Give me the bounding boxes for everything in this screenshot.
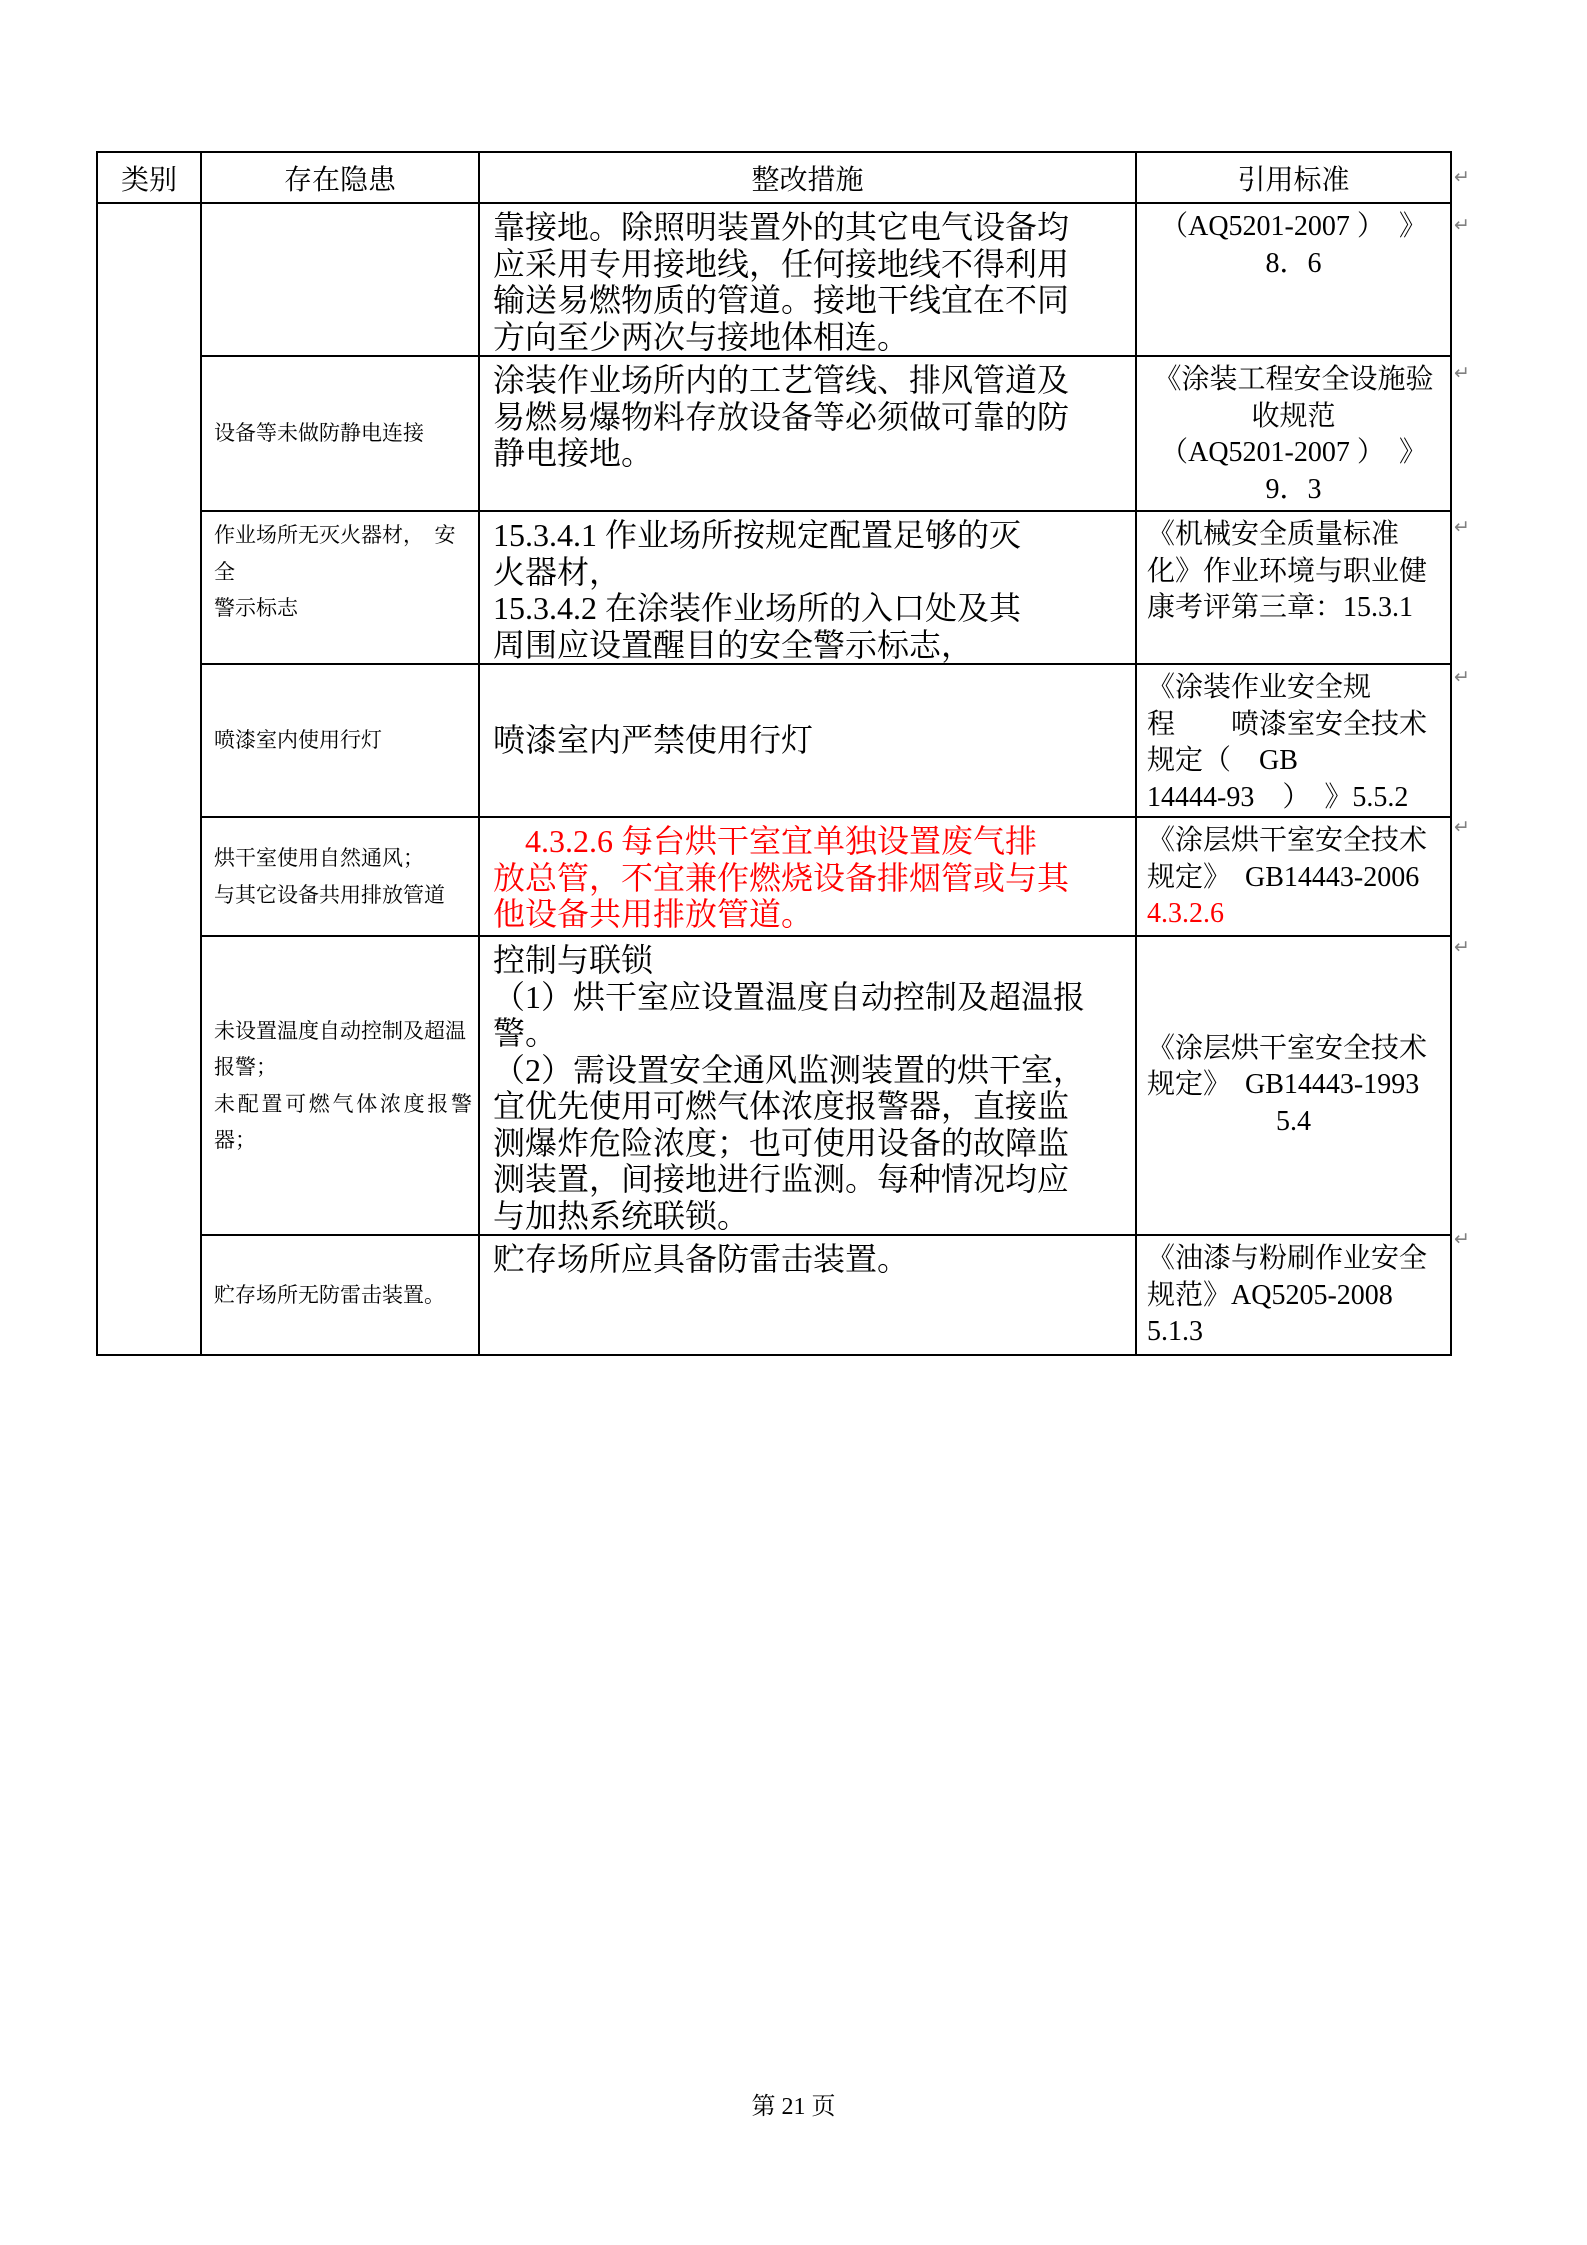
- hazard-table: [96, 151, 1452, 1356]
- measures-line: 易燃易爆物料存放设备等必须做可靠的防: [493, 398, 1070, 435]
- hazard-cell: [201, 203, 479, 356]
- measures-cell: [479, 203, 1136, 356]
- standard-line: 5.1.3: [1147, 1316, 1203, 1347]
- standard-cell: [1136, 936, 1451, 1235]
- standard-line: 康考评第三章：15.3.1: [1147, 592, 1414, 623]
- measures-line-highlighted: 他设备共用排放管道。: [493, 896, 814, 932]
- paragraph-mark-icon: ↵: [1454, 215, 1470, 236]
- standard-line: 8．6: [1265, 247, 1322, 279]
- header-category: 类别: [97, 152, 201, 203]
- hazard-line: 未设置温度自动控制及超温: [214, 1018, 466, 1043]
- measures-line: 涂装作业场所内的工艺管线、排风管道及: [493, 362, 1070, 398]
- standard-cell: [1136, 203, 1451, 356]
- table-row: [97, 1235, 1451, 1355]
- measures-line: 宜优先使用可燃气体浓度报警器，直接监: [493, 1088, 1070, 1124]
- standard-line: （AQ5201-2007 ） 》: [1160, 211, 1427, 242]
- hazard-line: 未配置可燃气体浓度报警: [214, 1091, 472, 1116]
- hazard-line: 报警；: [214, 1055, 277, 1079]
- measures-line-highlighted: 4.3.2.6 每台烘干室宜单独设置废气排: [493, 823, 1038, 859]
- hazard-line: 与其它设备共用排放管道: [214, 882, 445, 907]
- measures-line: 周围应设置醒目的安全警示标志，: [493, 626, 974, 663]
- standard-line-highlighted: 4.3.2.6: [1147, 898, 1224, 929]
- hazard-cell: [201, 1235, 479, 1355]
- standard-line: 14444-93 ） 》5.5.2: [1147, 781, 1409, 813]
- hazard-cell: [201, 356, 479, 511]
- standard-cell: [1136, 356, 1451, 511]
- hazard-line: 烘干室使用自然通风；: [214, 846, 424, 870]
- measures-line: 与加热系统联锁。: [493, 1197, 750, 1234]
- standard-line: 收规范: [1251, 400, 1336, 432]
- standard-line: 《涂装作业安全规: [1147, 672, 1372, 703]
- paragraph-mark-icon: ↵: [1454, 517, 1470, 538]
- hazard-line: 器；: [214, 1128, 256, 1152]
- measures-cell: [479, 511, 1136, 664]
- header-measures: 整改措施: [479, 152, 1136, 203]
- hazard-cell: [201, 817, 479, 936]
- measures-line: 火器材，: [493, 553, 622, 590]
- hazard-line: 贮存场所无防雷击装置。: [214, 1282, 445, 1307]
- table-header-row: [97, 152, 1451, 203]
- table-row: [97, 203, 1451, 356]
- table-row: [97, 511, 1451, 664]
- measures-line: 警。: [493, 1015, 558, 1051]
- hazard-cell: [201, 936, 479, 1235]
- measures-cell: [479, 356, 1136, 511]
- standard-cell: [1136, 511, 1451, 664]
- header-hazard: 存在隐患: [201, 152, 479, 203]
- measures-line: 15.3.4.2 在涂装作业场所的入口处及其: [493, 590, 1022, 626]
- paragraph-mark-icon: ↵: [1454, 817, 1470, 838]
- hazard-line: 喷漆室内使用行灯: [214, 728, 382, 753]
- header-standard: 引用标准: [1136, 152, 1451, 203]
- measures-line: 15.3.4.1 作业场所按规定配置足够的灭: [493, 517, 1022, 553]
- standard-cell: [1136, 817, 1451, 936]
- table-row: [97, 664, 1451, 817]
- category-cell: [97, 203, 201, 1355]
- standard-line: （AQ5201-2007 ） 》: [1160, 437, 1427, 468]
- measures-line: （1）烘干室应设置温度自动控制及超温报: [493, 978, 1086, 1015]
- standard-line: 9．3: [1265, 473, 1322, 505]
- table-row: [97, 356, 1451, 511]
- standard-line: 5.4: [1276, 1105, 1311, 1137]
- hazard-line: 作业场所无灭火器材， 安全: [214, 523, 456, 584]
- standard-line: 规定》 GB14443-1993: [1147, 1069, 1420, 1101]
- standard-line: 《涂层烘干室安全技术: [1147, 825, 1428, 856]
- standard-line: 程 喷漆室安全技术: [1147, 708, 1428, 740]
- measures-line: 测爆炸危险浓度；也可使用设备的故障监: [493, 1124, 1070, 1161]
- paragraph-mark-icon: ↵: [1454, 1229, 1470, 1250]
- standard-line: 《涂层烘干室安全技术: [1147, 1032, 1428, 1064]
- paragraph-mark-icon: ↵: [1454, 167, 1470, 188]
- table-row: [97, 936, 1451, 1235]
- measures-cell: [479, 1235, 1136, 1355]
- standard-line: 规定（ GB: [1147, 745, 1298, 776]
- measures-line: 测装置，间接地进行监测。每种情况均应: [493, 1161, 1070, 1197]
- measures-cell: [479, 817, 1136, 936]
- paragraph-mark-icon: ↵: [1454, 363, 1470, 384]
- table-row: [97, 817, 1451, 936]
- measures-line: 静电接地。: [493, 435, 654, 471]
- measures-line: 控制与联锁: [493, 942, 654, 978]
- standard-cell: [1136, 664, 1451, 817]
- measures-line: 喷漆室内严禁使用行灯: [493, 722, 814, 759]
- paragraph-mark-icon: ↵: [1454, 937, 1470, 958]
- standard-line: 《机械安全质量标准: [1147, 519, 1400, 550]
- measures-line: （2）需设置安全通风监测装置的烘干室，: [493, 1051, 1086, 1088]
- standard-line: 化》作业环境与职业健: [1147, 555, 1428, 587]
- standard-line: 规定》 GB14443-2006: [1147, 861, 1420, 893]
- hazard-cell: [201, 511, 479, 664]
- paragraph-mark-icon: ↵: [1454, 667, 1470, 688]
- standard-line: 《油漆与粉刷作业安全: [1147, 1243, 1428, 1274]
- measures-cell: [479, 664, 1136, 817]
- measures-line: 靠接地。除照明装置外的其它电气设备均: [493, 209, 1070, 245]
- page-number-footer: 第 21 页: [751, 2094, 836, 2120]
- measures-line: 输送易燃物质的管道。接地干线宜在不同: [493, 282, 1070, 318]
- measures-line-highlighted: 放总管，不宜兼作燃烧设备排烟管或与其: [493, 859, 1070, 896]
- measures-cell: [479, 936, 1136, 1235]
- hazard-line: 警示标志: [214, 596, 298, 620]
- standard-line: 规范》AQ5205-2008: [1147, 1279, 1393, 1311]
- hazard-cell: [201, 664, 479, 817]
- measures-line: 贮存场所应具备防雷击装置。: [493, 1241, 910, 1277]
- standard-cell: [1136, 1235, 1451, 1355]
- standard-line: 《涂装工程安全设施验: [1153, 364, 1434, 395]
- measures-line: 应采用专用接地线，任何接地线不得利用: [493, 245, 1070, 282]
- hazard-line: 设备等未做防静电连接: [214, 421, 424, 446]
- measures-line: 方向至少两次与接地体相连。: [493, 318, 910, 355]
